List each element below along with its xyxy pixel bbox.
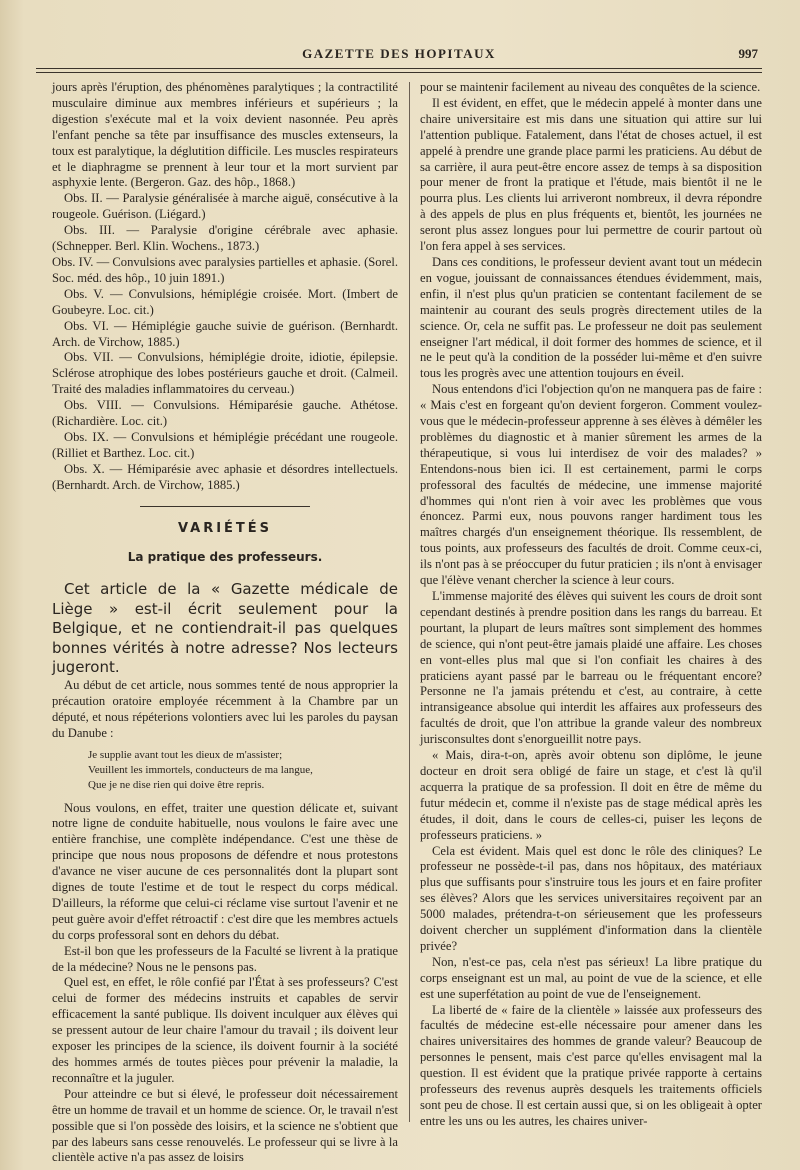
page-header <box>40 46 758 64</box>
article-title: La pratique des professeurs. <box>127 550 323 565</box>
paragraph: jours après l'éruption, des phénomènes paralytiques ; la contractilité musculaire diminue aux membres inférieurs et supérieurs ; la digestion s'exécute mal et la voix devient nasonnée. Peu après l'enfant penche sa tête par insuffisance des muscles extenseurs, la toux est paralytique, la déglutition difficile. Les muscles respirateurs et le diaphragme se prennent à leur tour et la mort survient par asphyxie lente. (Bergeron. Gaz. des hôp., 1868.) <box>52 80 398 190</box>
paragraph: Non, n'est-ce pas, cela n'est pas sérieux! La libre pratique du corps enseignant est un mal, au point de vue de la science, et elle est une superfétation au point de vue de l'enseignement. <box>420 954 762 1001</box>
verse-line: Veuillent les immortels, conducteurs de ma langue, <box>88 763 313 776</box>
paragraph: La liberté de « faire de la clientèle » laissée aux professeurs des facultés de médecine est-elle nécessaire pour amener dans les chaires universitaires des hommes de grande valeur? Beaucoup de personnes le pensent, mais c'est parce qu'elles envisagent mal la question. Il est évident que la pratique privée rapporte à certains professeurs des revenus auprès desquels les traitements officiels sont peu de chose. Il est certain aussi que, si on les obligeait à opter entre les uns ou les autres, les chaires univer- <box>420 1002 762 1128</box>
paragraph: Au début de cet article, nous sommes tenté de nous approprier la précaution oratoire employée récemment à la Chambre par un député, et nous répéterions volontiers avec lui les paroles du paysan du Danube : <box>52 677 398 740</box>
paragraph: Nous entendons d'ici l'objection qu'on ne manquera pas de faire : « Mais c'est en forgeant qu'on devient forgeron. Comment voulez-vous que le médecin-professeur apprenne à ses élèves à démêler les problèmes du diagnostic et à manier sûrement les armes de la thérapeutique, si vous lui interdisez de voir des malades? » Entendons-nous bien ici. Il est certainement, parmi le corps professoral des facultés de médecine, une immense majorité d'hommes qui n'ont rien à voir avec les problèmes que vous énoncez. Parmi eux, nous pouvons ranger hardiment tous les maîtres chargés d'un enseignement théorique. Ils ressemblent, de tous points, aux professeurs des facultés de droit. Comme ceux-ci, ils n'ont pas à se préoccuper du futur praticien ; ils n'ont à envisager que l'élève venant chercher la science à leur cours. <box>420 382 762 588</box>
paragraph: Quel est, en effet, le rôle confié par l'État à ses professeurs? C'est celui de former des médecins instruits et capables de servir efficacement la santé publique. Ils doivent inculquer aux élèves qui se pressent autour de leur chaire l'amour du travail ; ils doivent leur exposer les principes de la science, ils doivent fournir à la société des hommes armés de toutes pièces pour prévenir la maladie, la reconnaître et la juguler. <box>52 975 398 1085</box>
header-rule <box>36 68 762 69</box>
section-heading: VARIÉTÉS <box>177 520 273 536</box>
journal-title: GAZETTE DES HOPITAUX <box>302 46 496 61</box>
observation: Obs. VIII. — Convulsions. Hémiparésie gauche. Athétose. (Richardière. Loc. cit.) <box>52 398 398 429</box>
observation: Obs. III. — Paralysie d'origine cérébrale avec aphasie. (Schnepper. Berl. Klin. Wochens., 1873.) <box>52 223 398 254</box>
page-number: 997 <box>738 46 758 61</box>
verse-line: Que je ne dise rien qui doive être repris. <box>88 778 265 791</box>
verse-quote <box>88 748 398 793</box>
section-divider <box>140 506 310 509</box>
column-separator <box>409 82 410 1122</box>
article-lead: Cet article de la « Gazette médicale de Liège » est-il écrit seulement pour la Belgique, et ne contiendrait-il pas quelques bonnes vérités à notre adresse? Nos lecteurs jugeront. <box>52 580 398 677</box>
paragraph: Pour atteindre ce but si élevé, le professeur doit nécessairement être un homme de travail et un homme de science. Or, le travail n'est possible que si l'on possède des loisirs, et la science ne s'obtient que par des labeurs sans cesse renouvelés. Le professeur qui se livre à la clientèle active n'a pas assez de loisirs <box>52 1086 398 1165</box>
paragraph: « Mais, dira-t-on, après avoir obtenu son diplôme, le jeune docteur en droit sera obligé de faire un stage, et c'est là qu'il acquerra la pratique de sa profession. Il doit en être de même du futur médecin et, comme il n'existe pas de stage médical après les études, il doit, dans le cours de celles-ci, puiser les leçons de professeurs praticiens. » <box>420 748 762 842</box>
verse-line: Je supplie avant tout les dieux de m'assister; <box>88 748 283 761</box>
paragraph: Dans ces conditions, le professeur devient avant tout un médecin en vogue, jouissant de connaissances étendues évidemment, mais, enfin, il n'est plus qu'un praticien se contentant facilement de se maintenir au courant des seuls progrès directement utiles de la science. Or, cela ne suffit pas. Le professeur ne doit pas seulement enseigner l'art médical, il doit former des hommes de science, et il ne le peut qu'à la condition de la posséder lui-même et d'en suivre tous les progrès avec une attention toujours en éveil. <box>420 254 762 381</box>
observation: Obs. II. — Paralysie généralisée à marche aiguë, consécutive à la rougeole. Guérison. (Liégard.) <box>52 191 398 222</box>
observation: Obs. V. — Convulsions, hémiplégie croisée. Mort. (Imbert de Goubeyre. Loc. cit.) <box>52 286 398 317</box>
paragraph: Est-il bon que les professeurs de la Faculté se livrent à la pratique de la médecine? Nous ne le pensons pas. <box>52 943 398 974</box>
paragraph: L'immense majorité des élèves qui suivent les cours de droit sont cependant destinés à prendre position dans les rangs du barreau. Et pourtant, la plupart de leurs maîtres sont simplement des hommes de science, qui n'ont peut-être jamais plaidé une affaire. Les choses en vont-elles plus mal que si l'on confiait les chaires à des praticiens ayant passé par le barreau ou le fréquentant encore? Personne ne l'a jamais prétendu et c'est, au contraire, à cette intransigeance absolue qui interdit les affaires aux professeurs des facultés de droit, que l'on attribue la grande valeur des nombreux jurisconsultes dont s'enorgueillit notre pays. <box>420 589 762 747</box>
right-column <box>420 80 762 1130</box>
paragraph: Cela est évident. Mais quel est donc le rôle des cliniques? Le professeur ne possède-t-il pas, dans nos hôpitaux, des matériaux plus que suffisants pour s'instruire tous les jours et en faire profiter ses élèves? Alors que les services universitaires reçoivent par an 5000 malades, prétendra-t-on sérieusement que les professeurs doivent chercher un supplément d'information dans la clientèle privée? <box>420 843 762 953</box>
paragraph: Il est évident, en effet, que le médecin appelé à monter dans une chaire universitaire est mis dans une situation qui attire sur lui l'attention publique. Fatalement, dans l'état de choses actuel, il est appelé à prendre une grande place parmi les praticiens. Au début de sa carrière, il aura peut-être encore assez de temps à sa disposition pour mener de front la pratique et l'étude, mais bientôt il ne le pourra plus. Les clients lui arriveront nombreux, il devra répondre à des appels de plus en plus fréquents et, bientôt, les journées ne seront plus assez longues pour lui permettre de courir partout où l'on fera appel à ses services. <box>420 95 762 254</box>
left-column <box>52 80 398 1166</box>
observation: Obs. IV. — Convulsions avec paralysies partielles et aphasie. (Sorel. Soc. méd. des hôp., 10 juin 1891.) <box>52 254 398 285</box>
observation: Obs. X. — Hémiparésie avec aphasie et désordres intellectuels. (Bernhardt. Arch. de Virchow, 1885.) <box>52 461 398 492</box>
observation: Obs. VII. — Convulsions, hémiplégie droite, idiotie, épilepsie. Sclérose atrophique des lobes postérieurs gauche et droit. (Calmeil. Traité des maladies inflammatoires du cerveau.) <box>52 350 398 397</box>
header-rule-thin <box>36 72 762 73</box>
observation: Obs. VI. — Hémiplégie gauche suivie de guérison. (Bernhardt. Arch. de Virchow, 1885.) <box>52 318 398 349</box>
paragraph: pour se maintenir facilement au niveau des conquêtes de la science. <box>420 80 761 94</box>
paragraph: Nous voulons, en effet, traiter une question délicate et, suivant notre ligne de conduite habituelle, nous voulons le faire avec une entière franchise, une complète indépendance. C'est une thèse de principe que nous nous proposons de défendre et nous protestons d'avance ne viser aucune de ces personnalités dont la plupart sont dignes de toute l'estime et de tout le respect du corps médical. D'ailleurs, la réforme que celui-ci réclame vise surtout l'avenir et ne peut guère avoir d'effet rétroactif : c'est dire que les membres actuels du corps professoral sont en dehors du débat. <box>52 800 398 942</box>
observation: Obs. IX. — Convulsions et hémiplégie précédant une rougeole. (Rilliet et Barthez. Loc. cit.) <box>52 429 398 460</box>
